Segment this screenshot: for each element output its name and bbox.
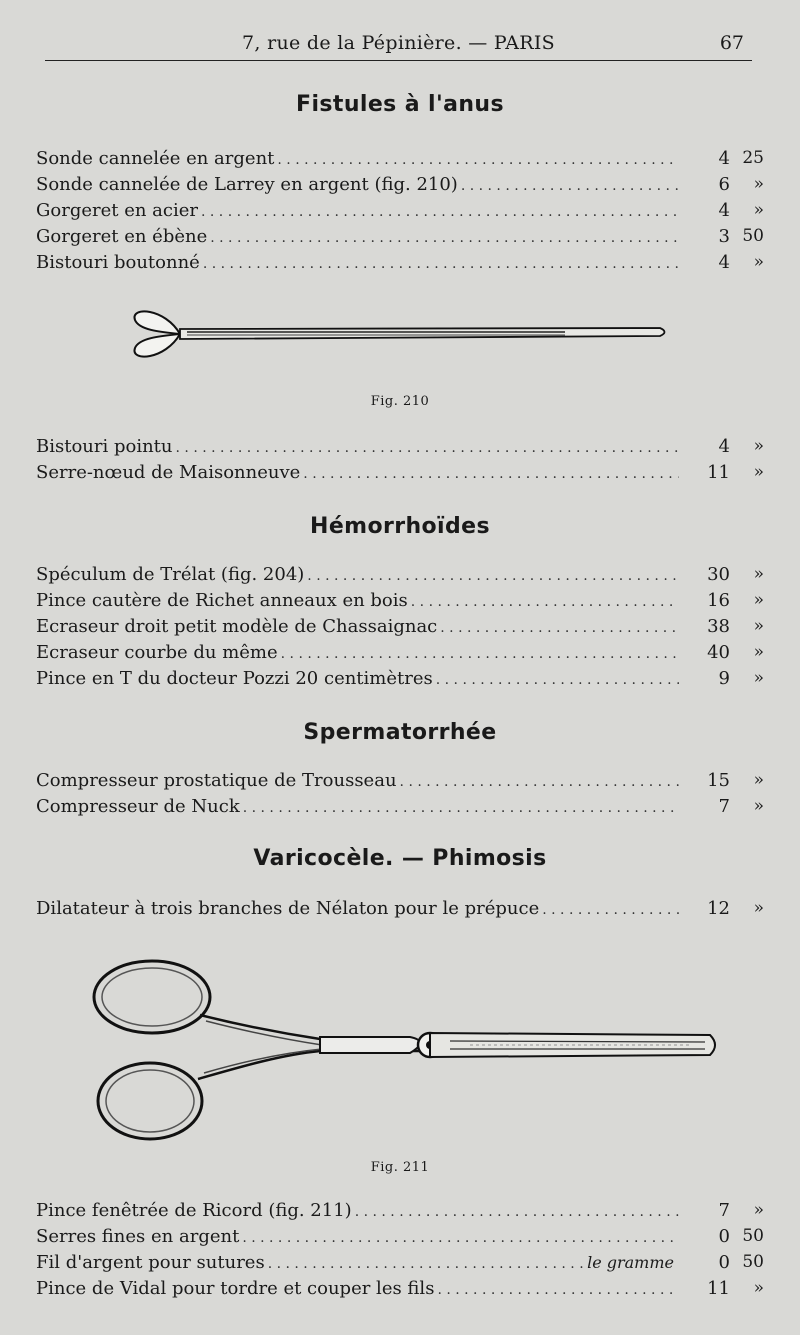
item-label: Compresseur de Nuck [36,796,240,817]
list-item [36,252,764,278]
leader-dots [440,620,679,636]
list-item [36,1278,764,1304]
list-item [36,1200,764,1226]
item-price: 11 » [707,1278,764,1299]
leader-dots [210,230,679,246]
list-item [36,564,764,590]
leader-dots [542,902,679,918]
leader-dots [411,594,679,610]
leader-dots [176,440,679,456]
item-price: 12 » [707,898,764,919]
item-label: Dilatateur à trois branches de Nélaton pour le prépuce [36,898,540,919]
list-item [36,796,764,822]
figure-caption: Fig. 211 [370,1160,430,1175]
item-price: 38 » [707,616,764,637]
list-item [36,1226,764,1252]
item-price: 16 » [707,590,764,611]
list-item [36,226,764,252]
figure-caption: Fig. 210 [370,394,430,409]
item-label: Gorgeret en acier [36,200,198,221]
list-item [36,462,764,488]
scissors-forceps-icon [90,955,720,1145]
leader-dots [201,204,679,220]
item-label: Sonde cannelée de Larrey en argent (fig. 210) [36,174,458,195]
item-price: 9 » [718,668,764,689]
list-item [36,436,764,462]
grooved-probe-icon [125,298,675,370]
item-price: 6 » [718,174,764,195]
leader-dots [281,646,679,662]
item-label: Pince fenêtrée de Ricord (fig. 211) [36,1200,352,1221]
item-label: Spéculum de Trélat (fig. 204) [36,564,305,585]
leader-dots [277,152,679,168]
item-label: Pince cautère de Richet anneaux en bois [36,590,408,611]
leader-dots [355,1204,679,1220]
leader-dots [303,466,679,482]
section-title-fistules: Fistules à l'anus [296,92,504,117]
item-label: Bistouri pointu [36,436,173,457]
page-header [45,30,752,61]
list-item [36,898,764,924]
item-label: Gorgeret en ébène [36,226,208,247]
leader-dots [461,178,679,194]
leader-dots [203,256,679,272]
leader-dots [268,1256,584,1272]
item-label: Pince de Vidal pour tordre et couper les fils [36,1278,435,1299]
item-label: Bistouri boutonné [36,252,200,273]
item-price: 11 » [707,462,764,483]
item-label: Fil d'argent pour sutures [36,1252,265,1273]
item-price: 7 » [718,796,764,817]
leader-dots [400,774,679,790]
item-label: Compresseur prostatique de Trousseau [36,770,397,791]
item-price: 15 » [707,770,764,791]
item-label: Ecraseur droit petit modèle de Chassaignac [36,616,438,637]
item-price: 4 » [718,252,764,273]
section-title-spermatorrhee: Spermatorrhée [303,720,497,745]
item-price: 4 » [718,436,764,457]
leader-dots [437,1282,679,1298]
header-address: 7, rue de la Pépinière. — PARIS [242,32,555,54]
list-item [36,1252,764,1278]
page-number: 67 [719,32,744,54]
item-price: 40 » [707,642,764,663]
item-price: 7 » [718,1200,764,1221]
item-label: Serre-nœud de Maisonneuve [36,462,301,483]
leader-dots [307,568,679,584]
item-label: Ecraseur courbe du même [36,642,278,663]
item-price: 4 25 [718,148,764,169]
item-price: 0 50 [718,1226,764,1247]
leader-dots [436,672,679,688]
list-item [36,148,764,174]
item-price: 4 » [718,200,764,221]
item-unit: le gramme [587,1253,674,1272]
item-price: 3 50 [718,226,764,247]
item-price: 30 » [707,564,764,585]
item-label: Sonde cannelée en argent [36,148,275,169]
leader-dots [242,1230,679,1246]
item-price: 0 50 [718,1252,764,1273]
leader-dots [243,800,679,816]
list-item [36,616,764,642]
list-item [36,200,764,226]
list-item [36,590,764,616]
list-item [36,174,764,200]
item-label: Pince en T du docteur Pozzi 20 centimètres [36,668,433,689]
list-item [36,668,764,694]
list-item [36,770,764,796]
item-label: Serres fines en argent [36,1226,240,1247]
section-title-hemorrhoides: Hémorrhoïdes [310,514,490,539]
section-title-varicocele: Varicocèle. — Phimosis [253,846,547,871]
list-item [36,642,764,668]
